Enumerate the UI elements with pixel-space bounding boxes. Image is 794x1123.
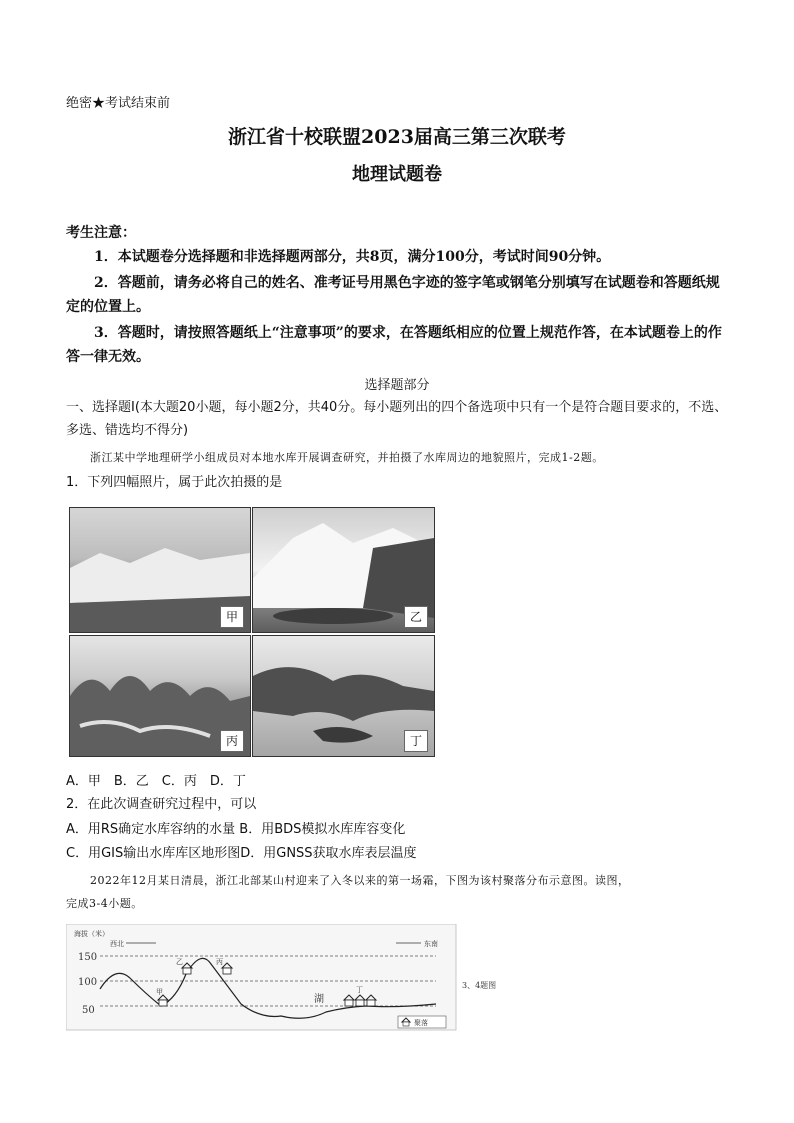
q2-options-ab: A．用RS确定水库容纳的水量 B．用BDS模拟水库库容变化 <box>66 822 406 837</box>
legend-label: 聚落 <box>414 1019 428 1027</box>
y-axis-title: 海拔（米） <box>74 930 109 938</box>
label-bing: 丙 <box>216 958 223 966</box>
notice-heading: 考生注意： <box>66 225 136 241</box>
photo-yi <box>252 507 435 633</box>
question-2: 2．在此次调查研究过程中，可以 <box>66 797 257 812</box>
exam-title: 浙江省十校联盟2023届高三第三次联考 <box>228 126 566 148</box>
settlement-profile-figure <box>66 924 506 1032</box>
passage-1: 浙江某中学地理研学小组成员对本地水库开展调查研究，并拍摄了水库周边的地貌照片，完成1-2题。 <box>90 451 604 464</box>
section-title: 选择题部分 <box>364 378 430 393</box>
q1-options: A．甲 B．乙 C．丙 D．丁 <box>66 774 246 789</box>
passage-2-line2: 完成3-4小题。 <box>66 897 143 910</box>
dir-southeast: 东南 <box>424 940 438 948</box>
tick-100: 100 <box>78 977 98 988</box>
notice-item-1: 1．本试题卷分选择题和非选择题两部分，共8页，满分100分，考试时间90分钟。 <box>94 249 611 265</box>
q2-options-cd: C．用GIS输出水库库区地形图D．用GNSS获取水库表层温度 <box>66 846 417 861</box>
photo-ding <box>252 635 435 757</box>
photo-bing <box>69 635 251 757</box>
label-jia: 甲 <box>156 988 163 996</box>
dir-northwest: 西北 <box>110 940 124 948</box>
exam-subtitle: 地理试题卷 <box>352 164 442 185</box>
question-1: 1．下列四幅照片，属于此次拍摄的是 <box>66 475 283 490</box>
photo-label-yi: 乙 <box>404 606 428 628</box>
photo-jia <box>69 507 251 633</box>
passage-2-line1: 2022年12月某日清晨，浙江北部某山村迎来了入冬以来的第一场霜，下图为该村聚落分布示意图。读图， <box>90 874 630 887</box>
figure-caption: 3、4题图 <box>462 981 497 990</box>
photo-label-bing: 丙 <box>220 730 244 752</box>
part1-intro: 一、选择题Ⅰ(本大题20小题，每小题2分，共40分。每小题列出的四个备选项中只有一个是符合题目要求的，不选、多选、错选均不得分) <box>66 400 728 438</box>
photo-label-ding: 丁 <box>404 730 428 752</box>
lake-label: 湖 <box>314 994 324 1005</box>
confidential-mark: 绝密★考试结束前 <box>66 96 171 111</box>
tick-50: 50 <box>82 1005 95 1016</box>
notice-item-3: 3．答题时，请按照答题纸上“注意事项”的要求，在答题纸相应的位置上规范作答，在本试题卷上的作答一律无效。 <box>66 325 722 365</box>
notice-item-2: 2．答题前，请务必将自己的姓名、准考证号用黑色字迹的签字笔或钢笔分别填写在试题卷和答题纸规定的位置上。 <box>66 275 720 315</box>
tick-150: 150 <box>78 952 98 963</box>
label-ding: 丁 <box>356 986 363 994</box>
photo-label-jia: 甲 <box>220 606 244 628</box>
label-yi: 乙 <box>176 958 183 966</box>
